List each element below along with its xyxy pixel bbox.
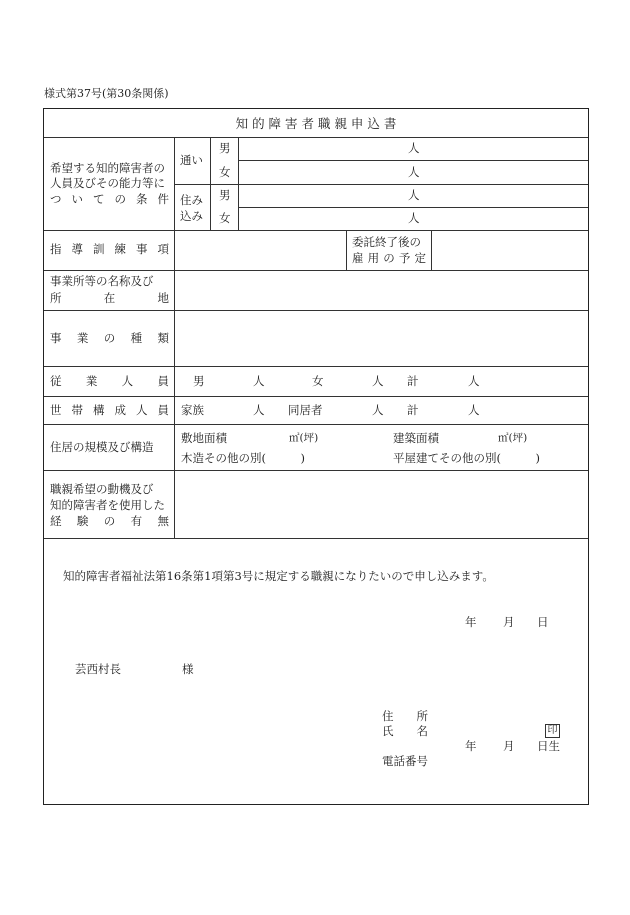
employees-male-unit: 人: [253, 374, 265, 388]
office-label-line1: 事業所等の名称及び: [50, 274, 154, 288]
column-divider: [431, 230, 432, 270]
commute-female-unit: 人: [408, 165, 420, 179]
livein-label-line1: 住み: [180, 193, 203, 207]
household-total-label: 計: [407, 403, 419, 417]
site-area-label: 敷地面積: [181, 431, 227, 445]
training-label: 指 導 訓 練 事 項: [50, 242, 169, 256]
birth-month-label: 月: [503, 739, 515, 753]
livein-female-label: 女: [219, 211, 231, 225]
household-cohabitant-unit: 人: [372, 403, 384, 417]
date-month-label: 月: [503, 615, 515, 629]
employees-female-label: 女: [312, 374, 324, 388]
livein-male-label: 男: [219, 188, 231, 202]
row-divider: [44, 270, 588, 271]
wooden-structure-text: 木造その他の別( ): [181, 451, 305, 465]
conditions-label-line2: 人員及びその能力等に: [50, 176, 165, 190]
row-divider: [238, 160, 588, 161]
row-divider: [44, 424, 588, 425]
row-divider: [174, 184, 588, 185]
motive-label-line2: 知的障害者を使用した: [50, 498, 165, 512]
birth-year-label: 年: [465, 739, 477, 753]
onestory-text: 平屋建てその他の別( ): [393, 451, 540, 465]
commute-female-label: 女: [219, 165, 231, 179]
motive-label-line3: 経 験 の 有 無: [50, 514, 169, 528]
household-cohabitant-label: 同居者: [288, 403, 323, 417]
column-divider: [238, 137, 239, 230]
livein-female-unit: 人: [408, 211, 420, 225]
after-contract-label-line1: 委託終了後の: [352, 235, 421, 249]
conditions-label-line3: つ い て の 条 件: [50, 192, 169, 206]
office-label-line2: 所 在 地: [50, 291, 169, 305]
date-day-label: 日: [537, 615, 549, 629]
row-divider: [44, 396, 588, 397]
commute-male-label: 男: [219, 141, 231, 155]
employees-label: 従 業 人 員: [50, 374, 169, 388]
seal-mark: 印: [545, 724, 560, 738]
applicant-name-label: 氏 名: [382, 724, 428, 738]
label-column-divider: [174, 137, 175, 538]
row-divider: [238, 207, 588, 208]
household-family-label: 家族: [181, 403, 204, 417]
column-divider: [346, 230, 347, 270]
commute-male-unit: 人: [408, 141, 420, 155]
date-year-label: 年: [465, 615, 477, 629]
employees-total-unit: 人: [468, 374, 480, 388]
after-contract-label-line2: 雇 用 の 予 定: [352, 251, 426, 265]
row-divider: [44, 230, 588, 231]
row-divider: [44, 366, 588, 367]
business-type-label: 事 業 の 種 類: [50, 331, 169, 345]
row-divider: [44, 538, 588, 539]
phone-label: 電話番号: [382, 754, 428, 768]
household-label: 世 帯 構 成 人 員: [50, 403, 169, 417]
household-total-unit: 人: [468, 403, 480, 417]
household-family-unit: 人: [253, 403, 265, 417]
building-area-label: 建築面積: [393, 431, 439, 445]
row-divider: [44, 310, 588, 311]
form-title: 知 的 障 害 者 職 親 申 込 書: [235, 116, 397, 131]
commute-label: 通い: [180, 153, 203, 167]
row-divider: [44, 137, 588, 138]
residence-label: 住居の規模及び構造: [50, 440, 154, 454]
building-area-unit: ㎡(坪): [498, 432, 528, 444]
column-divider: [210, 137, 211, 230]
row-divider: [44, 470, 588, 471]
employees-male-label: 男: [193, 374, 205, 388]
applicant-address-label: 住 所: [382, 709, 428, 723]
addressee-suffix: 様: [182, 662, 194, 676]
addressee-name: 芸西村長: [75, 662, 121, 676]
conditions-label-line1: 希望する知的障害者の: [50, 161, 165, 175]
declaration-text: 知的障害者福祉法第16条第1項第3号に規定する職親になりたいので申し込みます。: [63, 569, 494, 583]
livein-male-unit: 人: [408, 188, 420, 202]
employees-female-unit: 人: [372, 374, 384, 388]
form-number: 様式第37号(第30条関係): [44, 87, 169, 100]
birth-day-label: 日生: [537, 739, 560, 753]
employees-total-label: 計: [407, 374, 419, 388]
motive-label-line1: 職親希望の動機及び: [50, 482, 154, 496]
livein-label-line2: 込み: [180, 209, 203, 223]
site-area-unit: ㎡(坪): [289, 432, 319, 444]
